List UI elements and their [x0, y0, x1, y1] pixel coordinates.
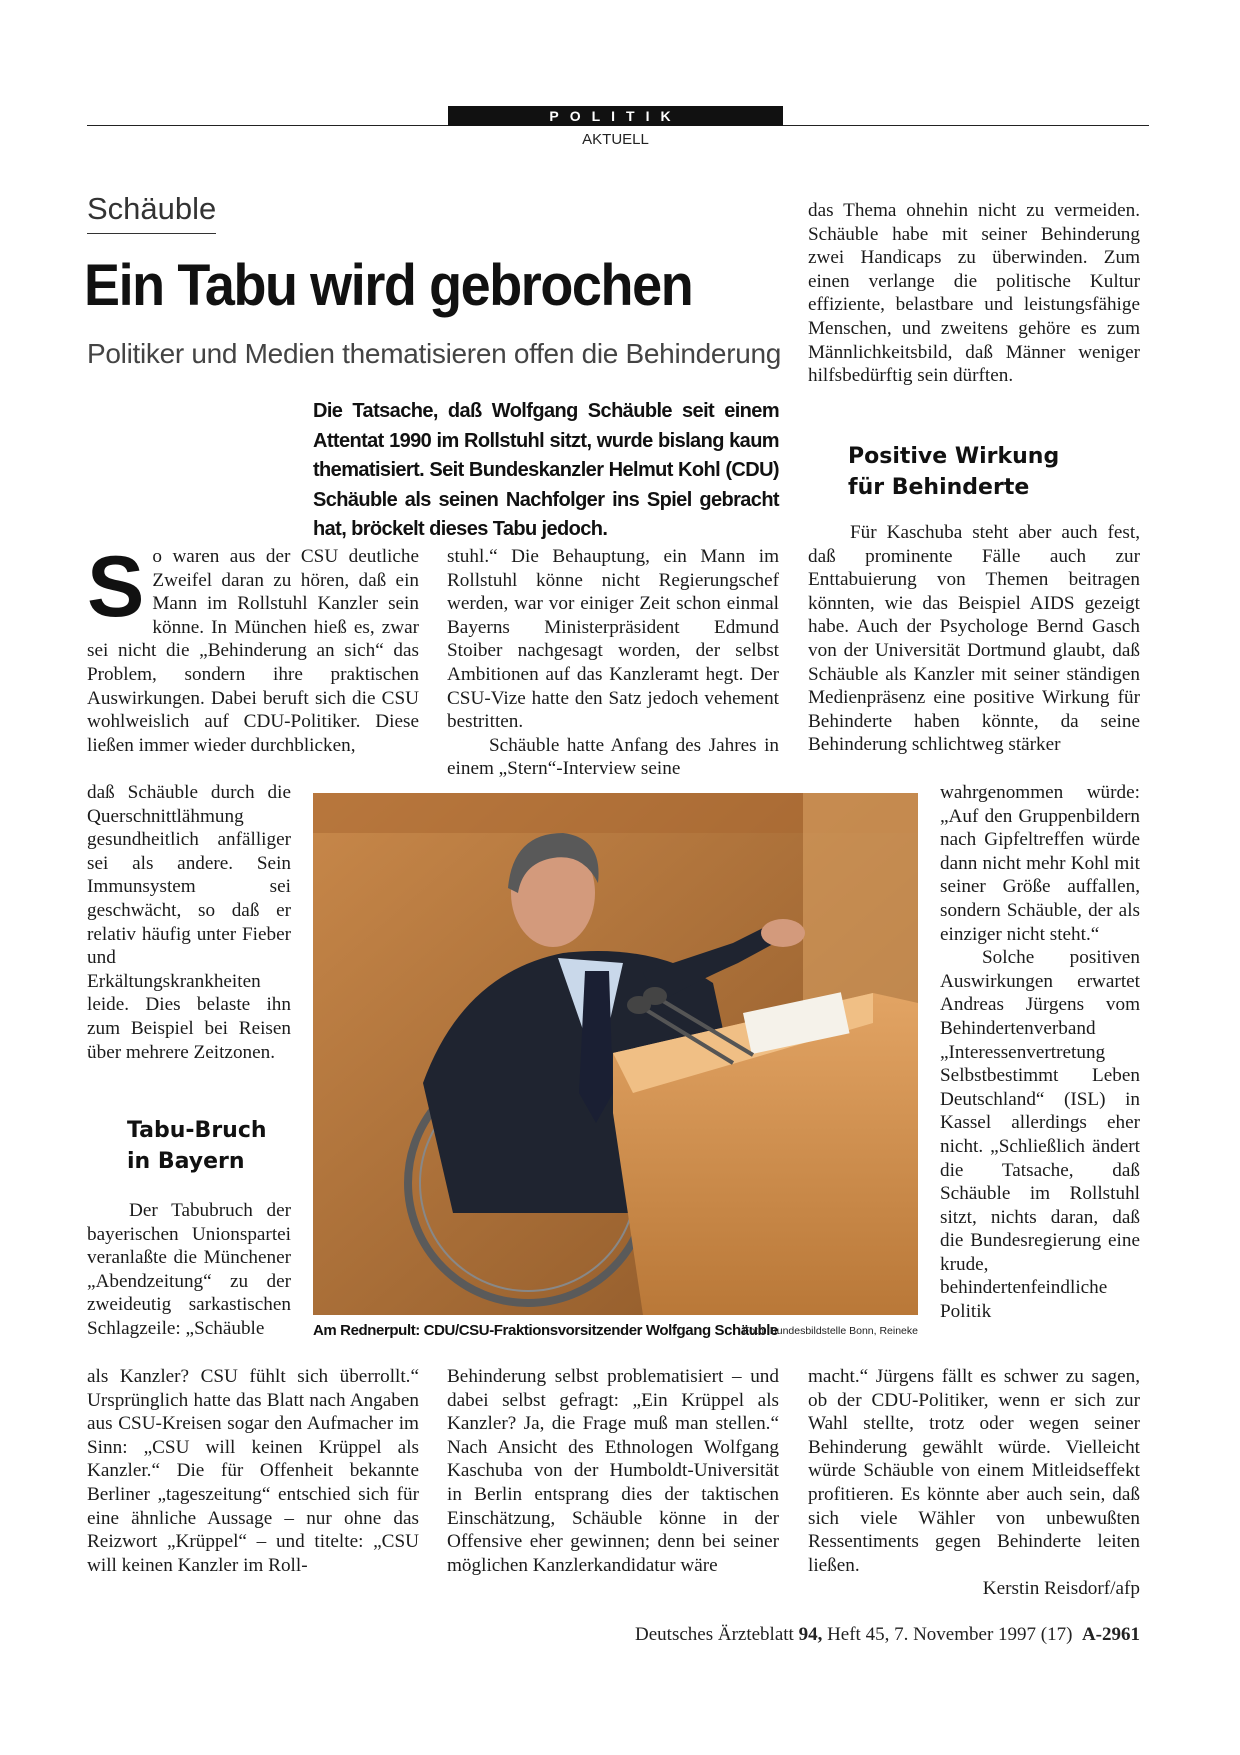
footer-volume: 94, — [798, 1624, 823, 1645]
body-paragraph: als Kanzler? CSU fühlt sich überrollt.“ Ursprünglich hatte das Blatt nach Angaben aus CSU-Kreisen sogar den Aufmacher im Sinn: „CSU will keinen Krüppel als Kanzler.“ Die für Offenheit bekannte Berliner „tageszeitung“ entschied sich für eine ähnliche Aussage – nur ohne das Reizwort „Krüppel“ – und titelte: „CSU will keinen Kanzler im Roll- — [87, 1366, 419, 1576]
body-paragraph: wahrgenommen würde: „Auf den Gruppenbildern nach Gipfeltreffen würde dann nicht mehr Kohl mit seiner Größe auffallen, sondern Schäuble, der als einziger nicht steht.“ — [940, 782, 1140, 945]
article-kicker: Schäuble — [87, 191, 216, 234]
author-byline: Kerstin Reisdorf/afp — [982, 1578, 1140, 1600]
body-paragraph: Für Kaschuba steht aber auch fest, daß prominente Fälle auch zur Enttabuierung von Themen beitragen könnten, wie das Beispiel AIDS gezeigt habe. Auch der Psychologe Bernd Gasch von der Universität Dortmund glaubt, daß Schäuble als Kanzler mit seiner ständigen Medienpräsenz eine positive Wirkung für Behinderte haben könnte, da seine Behinderung schlichtweg stärker — [808, 522, 1140, 756]
body-paragraph: daß Schäuble durch die Querschnittlähmung gesundheitlich anfälliger sei als andere. Sein Immunsystem sei geschwächt, so daß er relativ häufig unter Fieber und Erkältungskrankheiten leide. Dies belaste ihn zum Beispiel bei Reisen über mehrere Zeitzonen. — [87, 782, 291, 1063]
footer-issue: Heft 45, 7. November 1997 (17) — [827, 1624, 1073, 1645]
body-paragraph: Solche positiven Auswirkungen erwartet Andreas Jürgens vom Behindertenverband „Interessenvertretung Selbstbestimmt Leben Deutschland“ (ISL) in Kassel allerdings eher nicht. „Schließlich ändert die Tatsache, daß Schäuble im Rollstuhl sitzt, nichts daran, daß die Bundesregierung eine krude, behindertenfeindliche Politik — [940, 947, 1140, 1323]
subhead-tabu-bruch: Tabu-Bruch in Bayern — [127, 1118, 267, 1174]
column-2-bottom — [447, 1365, 779, 1577]
body-paragraph: Der Tabubruch der bayerischen Unionspartei veranlaßte die Münchener „Abendzeitung“ zu der zweideutig sarkastischen Schlagzeile: „Schäuble — [87, 1200, 291, 1339]
footer-page: A-2961 — [1081, 1624, 1140, 1645]
column-1-wrap-lower — [87, 1199, 291, 1341]
body-paragraph: Behinderung selbst problematisiert – und dabei selbst gefragt: „Ein Krüppel als Kanzler? Ja, die Frage muß man stellen.“ Nach Ansicht des Ethnologen Wolfgang Kaschuba von der Humboldt-Universität in Berlin entsprang dies der taktischen Einschätzung, Schäuble könne in der Offensive eher gewinnen; denn bei seiner möglichen Kanzlerkandidatur wäre — [447, 1366, 779, 1576]
article-headline: Ein Tabu wird gebrochen — [84, 253, 693, 318]
subhead-positive-wirkung: Positive Wirkung für Behinderte — [848, 444, 1060, 500]
column-1-bottom — [87, 1365, 419, 1577]
photo-illustration — [313, 793, 918, 1315]
article-photo — [313, 793, 918, 1315]
footer-journal: Deutsches Ärzteblatt — [635, 1624, 794, 1645]
photo-credit: Foto: Bundesbildstelle Bonn, Reineke — [742, 1325, 918, 1337]
column-1-wrap — [87, 781, 291, 1064]
body-paragraph: das Thema ohnehin nicht zu vermeiden. Schäuble habe mit seiner Behinderung zwei Handicaps zu überwinden. Zum einen verlange die politische Kultur effiziente, belastbare und leistungsfähige Menschen, und zweitens gehöre es zum Männlichkeitsbild, daß Männer weniger hilfsbedürftig sein dürften. — [808, 200, 1140, 387]
page-footer — [595, 1624, 1140, 1646]
body-paragraph: macht.“ Jürgens fällt es schwer zu sagen, ob der CDU-Politiker, wenn er sich zur Wahl stellte, trotz oder wegen seiner Behinderung gewählt würde. Vielleicht würde Schäuble von einem Mitleidseffekt profitieren. Es könnte aber auch sein, daß sich viele Wähler von unbewußten Ressentiments gegen Behinderte leiten ließen. — [808, 1366, 1140, 1576]
column-2-top — [447, 545, 779, 781]
section-label: POLITIK — [448, 106, 783, 126]
body-paragraph: Schäuble hatte Anfang des Jahres in einem „Stern“-Interview seine — [447, 734, 779, 780]
body-paragraph: o waren aus der CSU deutliche Zweifel daran zu hören, daß ein Mann im Rollstuhl Kanzler sein könne. In München hieß es, zwar sei nicht die „Behinderung an sich“ das Problem, sondern ihre praktischen Auswirkungen. Dabei beruft sich die CSU wohlweislich auf CDU-Politiker. Diese ließen immer wieder durchblicken, — [87, 546, 419, 756]
photo-caption — [313, 1322, 918, 1340]
caption-text: Am Rednerpult: CDU/CSU-Fraktionsvorsitzender Wolfgang Schäuble — [313, 1322, 778, 1339]
column-3-bottom — [808, 1365, 1140, 1601]
subsection-label: AKTUELL — [582, 131, 649, 148]
column-3-top — [808, 199, 1140, 388]
article-lead: Die Tatsache, daß Wolfgang Schäuble seit einem Attentat 1990 im Rollstuhl sitzt, wurde bislang kaum thematisiert. Seit Bundeskanzler Helmut Kohl (CDU) Schäuble als seinen Nachfolger ins Spiel gebracht hat, bröckelt dieses Tabu jedoch. — [313, 400, 779, 541]
drop-cap: S — [87, 539, 145, 635]
column-1-top — [87, 539, 419, 757]
column-3-wrap — [940, 781, 1140, 1324]
article-deck: Politiker und Medien thematisieren offen die Behinderung — [87, 338, 782, 369]
column-3-middle — [808, 521, 1140, 757]
body-paragraph: stuhl.“ Die Behauptung, ein Mann im Rollstuhl könne nicht Regierungschef werden, war vor einiger Zeit schon einmal Bayerns Ministerpräsident Edmund Stoiber nachgesagt worden, der selbst Ambitionen auf das Kanzleramt hegt. Der CSU-Vize hatte den Satz jedoch vehement bestritten. — [447, 546, 779, 733]
